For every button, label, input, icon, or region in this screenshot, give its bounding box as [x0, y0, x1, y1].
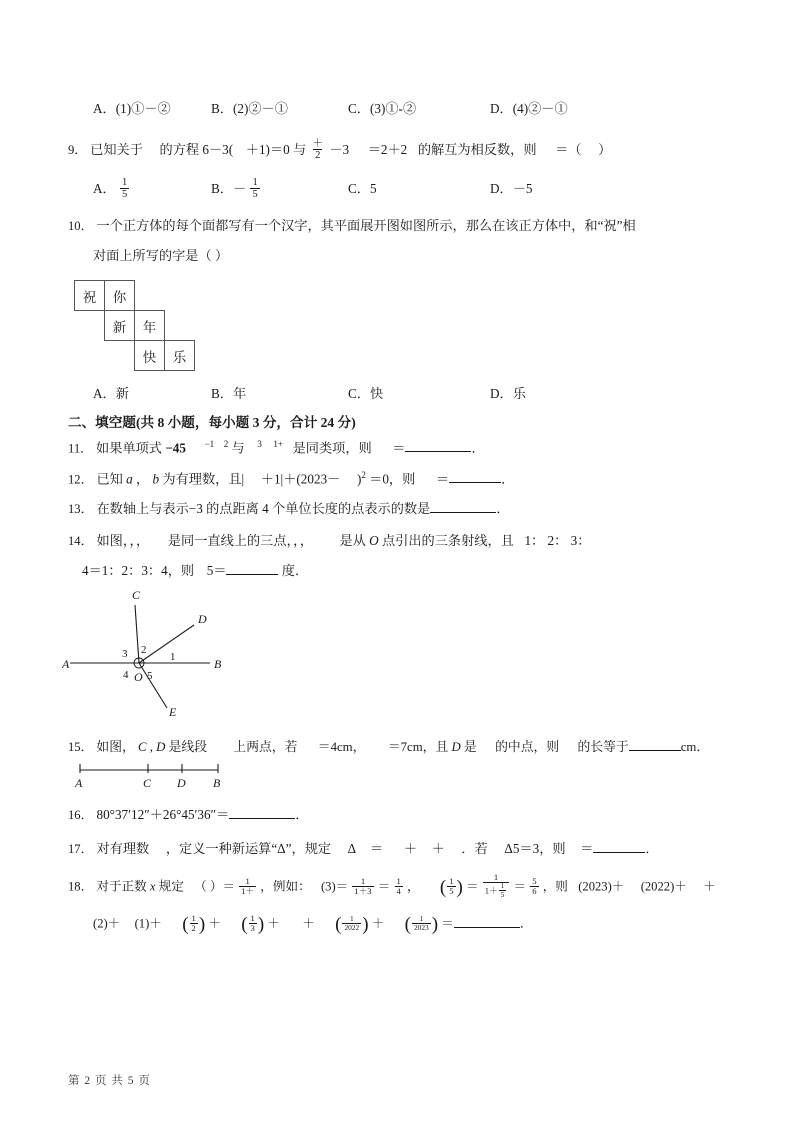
q12-variable-a: a — [126, 471, 133, 487]
q9-option-a-num: 1 — [122, 177, 128, 189]
q9-option-b-num: 1 — [252, 177, 258, 189]
question-11 — [68, 439, 485, 457]
q16-text: 80°37′12″＋26°45′36″＝ — [96, 807, 230, 823]
question-17 — [68, 841, 659, 858]
q18-variable-x: x — [149, 879, 156, 894]
q17-op: Δ — [347, 841, 356, 857]
net-cell-2 — [104, 310, 135, 341]
question-18-line-2 — [93, 915, 532, 935]
q18-paren-5-den: 2023 — [413, 923, 429, 933]
q9-text-7: ＝（ — [555, 141, 582, 157]
q15-point-d2: D — [451, 739, 461, 754]
q18-fraction-4-den-text: 1＋ — [484, 885, 498, 896]
q10-option-b[interactable]: B．年 — [211, 386, 247, 401]
q11-text-3: 与 — [231, 440, 245, 456]
net-cell-5 — [164, 340, 195, 371]
q10-option-a[interactable]: A．新 — [93, 386, 129, 401]
q9-option-a-den: 5 — [122, 189, 128, 201]
q18-fraction-4-nested-num: 1 — [500, 881, 505, 891]
page-footer: 第 2 页 共 5 页 — [68, 1075, 151, 1087]
q18-text-13: ＋ — [703, 879, 716, 894]
question-10-line-2 — [93, 248, 228, 265]
q17-text-1: 对有理数 — [96, 841, 150, 857]
q9-option-b-den: 5 — [252, 189, 258, 201]
question-10-line-1 — [68, 218, 636, 235]
q9-option-b-fraction — [250, 177, 259, 201]
q12-text-6: ＝ — [435, 471, 450, 487]
q18-fraction-1-den: 1＋ — [241, 886, 255, 897]
q18-fraction-4-nested — [499, 882, 507, 899]
q10-option-c[interactable]: C．快 — [348, 386, 384, 401]
angle-label-1: 1 — [170, 651, 176, 663]
q18-fraction-5-den: 6 — [532, 886, 537, 897]
angle-figure — [62, 583, 282, 723]
question-14-line-1 — [68, 533, 590, 550]
q18-text-4: ，例如： — [260, 879, 311, 894]
q9-option-d[interactable]: D．－5 — [490, 181, 533, 196]
q11-text-5: ＝ — [392, 440, 406, 456]
q14-text-2b: 5＝ — [206, 563, 227, 579]
q18-paren-5-fraction — [412, 915, 431, 932]
q18-period: ． — [519, 916, 533, 931]
q8-option-a[interactable]: A．(1)①－② — [93, 101, 171, 116]
q12-text-3: ＋1|＋(2023－ — [260, 471, 341, 487]
q18-paren-4-den: 2022 — [344, 923, 360, 933]
q18-fraction-3-den: 4 — [396, 886, 401, 897]
q14-text-1d: 点引出的三条射线，且 — [381, 533, 514, 548]
q10-option-d[interactable]: D．乐 — [490, 386, 526, 401]
q18-fraction-4-num: 1 — [493, 872, 499, 882]
cube-net-figure — [74, 280, 254, 380]
q18-text-9: ＝ — [513, 879, 527, 894]
q9-option-a[interactable] — [93, 178, 130, 202]
q17-text-9: ＝ — [580, 841, 594, 857]
q15-text-12: 的长等于 — [577, 739, 629, 754]
q11-coefficient: −45 — [165, 440, 186, 456]
q15-text-13: cm． — [680, 739, 710, 754]
q12-text-1: 已知 — [96, 471, 123, 487]
q17-text-8: Δ5＝3，则 — [504, 841, 566, 857]
q9-text-3: ＋1)＝0 与 — [245, 141, 307, 157]
q9-option-a-fraction — [120, 177, 129, 201]
q12-text-2: 为有理数，且| — [162, 471, 245, 487]
q12-number: 12． — [68, 472, 94, 487]
q8-option-b[interactable]: B．(2)②－① — [211, 101, 288, 116]
q14-number: 14． — [68, 534, 94, 548]
q15-text-1: 如图， — [96, 739, 135, 754]
angle-label-3: 3 — [122, 648, 128, 660]
q17-text-4: ＝ — [370, 841, 384, 857]
q18-fraction-1 — [239, 877, 256, 897]
q18-fraction-4-den — [483, 882, 510, 900]
q18-paren-3-num: 1 — [250, 913, 255, 923]
segment-figure-svg — [68, 756, 298, 790]
net-cell-3-char: 年 — [142, 319, 157, 335]
q18-fraction-1-num: 1 — [245, 875, 250, 886]
q18-number: 18． — [68, 879, 94, 894]
q18-paren-2-fraction — [190, 914, 198, 934]
q14-text-1c: 是从 — [339, 533, 366, 548]
q17-period: ． — [645, 841, 659, 857]
q9-text-5: ＝2＋2 — [367, 141, 408, 157]
q18-paren-4-fraction — [342, 915, 361, 932]
q16-answer-blank[interactable] — [229, 807, 295, 819]
q18-paren-2: ( $\frac{1}{2}$ ) — [182, 913, 206, 936]
net-cell-2-char: 新 — [112, 319, 127, 335]
q14-ratio: 1： 2： 3： — [524, 533, 591, 548]
label-e: E — [169, 705, 177, 719]
q15-comma: , — [149, 739, 153, 754]
q18-text-5: (3)＝ — [320, 879, 349, 894]
q8-option-c[interactable]: C．(3)①-② — [348, 101, 417, 116]
q9-fraction-numerator: ＋ — [312, 138, 324, 149]
q12-text-5: ＝0，则 — [369, 471, 416, 487]
q12-text-4: ) — [356, 471, 362, 487]
q17-number: 17． — [68, 842, 94, 857]
q15-point-c: C — [137, 739, 147, 754]
q16-number: 16． — [68, 808, 94, 823]
q18-text-10: ，则 — [542, 879, 568, 894]
net-cell-3 — [134, 310, 165, 341]
q11-answer-blank[interactable] — [405, 440, 471, 452]
q18-paren-2-den: 2 — [191, 923, 196, 934]
question-13 — [68, 501, 510, 518]
q18-line2-d: ＋ — [267, 916, 280, 931]
ray-oc — [135, 605, 139, 663]
q18-paren-5-num: 1 — [419, 914, 424, 924]
label-d: D — [198, 612, 207, 626]
q18-paren-3-den: 3 — [250, 923, 255, 934]
q18-paren-1-den: 5 — [449, 886, 454, 897]
q18-line2-c: ＋ — [208, 916, 221, 931]
q18-paren-3-fraction — [249, 914, 257, 934]
q11-period: ． — [471, 440, 485, 456]
q11-exponent-3: 3 — [257, 439, 262, 449]
net-cell-1-char: 你 — [112, 289, 127, 305]
q14-text-1b: 是同一直线上的三点，，， — [167, 533, 313, 548]
q15-text-7: ＝4cm， — [317, 739, 366, 754]
q10-number: 10． — [68, 219, 94, 233]
label-o: O — [134, 670, 143, 684]
q12-variable-b: b — [152, 471, 160, 487]
q18-text-2: 规定 — [158, 879, 184, 894]
q13-period: ． — [496, 501, 510, 517]
net-cell-0 — [74, 280, 105, 311]
q18-answer-blank[interactable] — [454, 916, 520, 928]
q11-text-1: 如果单项式 — [96, 440, 162, 456]
label-b: B — [214, 657, 222, 671]
net-cell-5-char: 乐 — [172, 349, 187, 365]
question-9 — [68, 139, 611, 163]
q18-line2-a: (2)＋ — [93, 916, 121, 931]
q18-fraction-5 — [530, 877, 538, 897]
q15-number: 15． — [68, 739, 94, 754]
q18-line2-b: (1)＋ — [134, 916, 162, 931]
q18-paren-1: ( $\frac{1}{5}$ ) — [439, 875, 463, 899]
q18-paren-1-num: 1 — [449, 875, 454, 886]
q16-period: ． — [295, 807, 309, 823]
q18-text-1: 对于正数 — [96, 879, 147, 894]
net-cell-4-char: 快 — [142, 349, 157, 365]
q10-text-line-1: 一个正方体的每个面都写有一个汉字，其平面展开图如图所示，那么在该正方体中，和“祝”相 — [96, 218, 636, 233]
ray-oe — [139, 663, 167, 708]
label-a: A — [62, 657, 70, 671]
q18-text-8: ＝ — [465, 879, 479, 894]
q11-text-4: 是同类项，则 — [292, 440, 372, 456]
segment-label-a: A — [75, 776, 83, 790]
segment-label-c: C — [143, 776, 152, 790]
q15-text-5: 是线段 — [168, 739, 207, 754]
q18-line2-f: ＋ — [371, 916, 385, 931]
q12-period: ． — [501, 471, 515, 487]
q18-text-12: (2022)＋ — [640, 879, 687, 894]
q18-paren-2-num: 1 — [191, 913, 196, 923]
q9-text-8: ） — [598, 141, 612, 157]
q15-text-11: 的中点，则 — [495, 739, 560, 754]
q14-point-o: O — [369, 533, 379, 548]
q15-text-10: 是 — [463, 739, 477, 754]
segment-figure — [68, 756, 298, 790]
q14-text-2a: 4＝1：2：3：4，则 — [82, 563, 195, 579]
q17-text-6: ＋ — [431, 841, 445, 857]
q18-text-3: （ ）＝ — [194, 879, 236, 894]
q9-text-6: 的解互为相反数，则 — [417, 141, 537, 157]
q13-text: 在数轴上与表示−3 的点距离 4 个单位长度的点表示的数是 — [96, 501, 431, 517]
q18-paren-4: ( $\frac{1}{2022}$ ) — [335, 914, 369, 936]
q15-text-6: 上两点，若 — [233, 739, 298, 754]
q9-number: 9． — [68, 142, 87, 157]
q18-line2-e: ＋ — [302, 916, 315, 931]
q18-fraction-2-num: 1 — [360, 875, 366, 886]
q9-text-2: 的方程 6－3( — [159, 141, 234, 157]
q14-answer-blank[interactable] — [226, 563, 278, 575]
q12-exponent: 2 — [361, 470, 366, 480]
q15-answer-blank[interactable] — [629, 739, 681, 751]
angle-figure-svg — [62, 583, 282, 723]
q11-exponent-1: −1 — [204, 439, 215, 449]
q18-fraction-4-nested-den: 5 — [500, 890, 505, 900]
q18-fraction-3-num: 1 — [396, 875, 401, 886]
question-16 — [68, 807, 308, 824]
q17-text-7: ．若 — [461, 841, 488, 857]
net-cell-0-char: 祝 — [82, 289, 97, 305]
q18-text-6: ＝ — [377, 879, 391, 894]
q11-number: 11． — [68, 441, 93, 456]
q10-text-line-2: 对面上所写的字是（ ） — [93, 248, 229, 263]
q9-text-1: 已知关于 — [90, 141, 143, 157]
q9-option-b-label: B．－ — [211, 181, 247, 196]
q18-text-11: (2023)＋ — [578, 879, 625, 894]
segment-label-b: B — [213, 776, 221, 790]
q17-answer-blank[interactable] — [593, 841, 645, 853]
q14-text-2c: 度． — [281, 563, 309, 579]
question-12 — [68, 470, 514, 488]
ray-od — [139, 625, 194, 663]
question-18-line-1 — [68, 874, 716, 901]
q18-paren-5: ( $\frac{1}{2023}$ ) — [404, 914, 439, 936]
q12-answer-blank[interactable] — [449, 471, 501, 483]
segment-label-d: D — [177, 776, 186, 790]
q18-fraction-4 — [483, 873, 510, 900]
q13-number: 13． — [68, 502, 94, 517]
q13-answer-blank[interactable] — [430, 501, 496, 513]
q18-fraction-2 — [352, 877, 373, 897]
q18-paren-3: ( $\frac{1}{3}$ ) — [241, 913, 265, 936]
q18-text-7: ， — [406, 879, 420, 894]
net-cell-4 — [134, 340, 165, 371]
label-c: C — [132, 588, 141, 602]
q15-text-8: ＝7cm，且 — [387, 739, 449, 754]
angle-label-2: 2 — [141, 644, 147, 656]
q18-paren-1-fraction — [447, 877, 455, 897]
q18-fraction-3 — [395, 877, 403, 897]
q9-fraction-denominator: 2 — [315, 150, 321, 162]
q18-line2-g: ＝ — [441, 916, 454, 931]
net-cell-1 — [104, 280, 135, 311]
q9-option-a-label: A． — [93, 181, 116, 196]
q17-text-2: ，定义一种新运算“Δ”，规定 — [165, 841, 332, 857]
q12-comma: ， — [136, 471, 150, 487]
q17-text-5: ＋ — [403, 841, 417, 857]
q18-fraction-5-num: 5 — [532, 875, 537, 886]
q15-point-d: D — [156, 739, 166, 754]
q9-option-b[interactable] — [211, 178, 261, 202]
q8-option-d[interactable]: D．(4)②－① — [490, 101, 568, 116]
section-2-heading: 二、填空题(共 8 小题，每小题 3 分，合计 24 分) — [68, 415, 356, 430]
angle-label-4: 4 — [123, 669, 129, 681]
q14-text-1a: 如图，，， — [96, 533, 150, 548]
q18-fraction-2-den: 1＋3 — [354, 886, 372, 897]
angle-label-5: 5 — [147, 670, 153, 682]
q9-text-4: －3 — [329, 141, 350, 157]
q9-option-c[interactable]: C．5 — [348, 181, 377, 196]
q18-paren-4-num: 1 — [349, 914, 354, 924]
q9-fraction — [311, 138, 326, 162]
q11-exponent-2: 2 — [223, 439, 229, 449]
question-15 — [68, 739, 709, 756]
q11-exponent-4: 1+ — [273, 439, 283, 449]
question-14-line-2 — [82, 563, 308, 580]
